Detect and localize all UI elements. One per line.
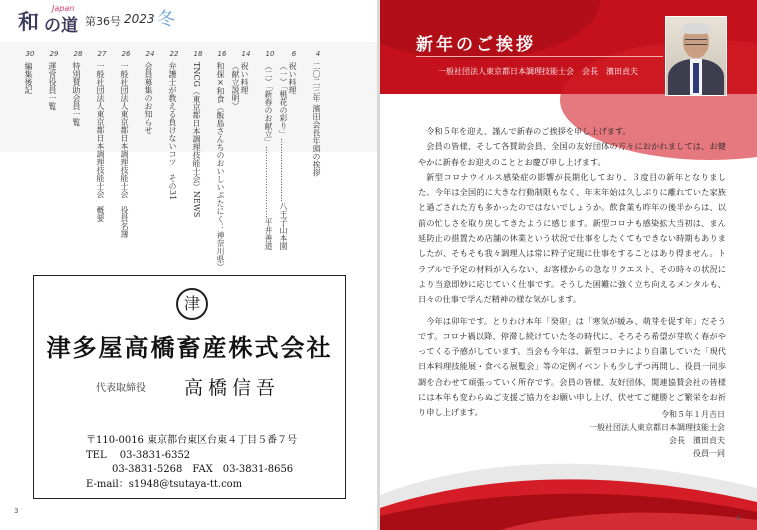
page-number-left: 3 bbox=[14, 507, 19, 515]
toc-page-number: 30 bbox=[25, 50, 35, 58]
toc-page-number: 14 bbox=[241, 50, 251, 58]
toc-page-number: 10 bbox=[265, 50, 275, 58]
toc-entry-text: 祝い料理 bbox=[240, 62, 249, 94]
issue-year: 2023 bbox=[124, 12, 155, 26]
greeting-subtitle: 一般社団法人東京都日本調理技能士会 会長 濱田貞夫 bbox=[438, 67, 638, 76]
ad-representative-name: 高橋信吾 bbox=[184, 377, 281, 399]
company-logo: 津 bbox=[176, 288, 208, 320]
right-page bbox=[380, 0, 757, 530]
ad-tel: TEL 03-3831-6352 bbox=[86, 450, 191, 461]
ad-email: E-mail：s1948@tsutaya-tt.com bbox=[86, 479, 243, 490]
ad-company-name: 津多屋高橋畜産株式会社 bbox=[46, 333, 333, 362]
logo-kanji-michi: の道 bbox=[44, 16, 78, 36]
toc-entry-text: TNCG（東京都日本調理技能士会）NEWS bbox=[192, 62, 201, 218]
paragraph-3: 新型コロナウイルス感染症の影響が長期化しており、３度目の新年となりました。今年は全国的に大きな行動制限もなく、年末年始は久しぶりに離れていた家族と過ごされた方も多かったのではないでしょうか。飲食業も昨年の後半からは、以前の忙しさを取り戻してきたように感じます。新型コロナも感染拡大当初は、まん延防止の措置ため店舗の休業という状況で仕事をしたくてもできない時期もありましたが、そもそも我々調理人は常に粋子定規に仕事をすることはあり得ません。トラブルで予定の材料が入らない、お客様からの急なリクエスト、その時々の状況により当意即妙に応じていく仕事です。そうした困難に強く立ち向えるメンタルも、日々の仕事で学んだ精神の様な気がします。 bbox=[418, 171, 726, 305]
toc-entry-text: 会員募集のお知らせ bbox=[144, 62, 153, 134]
president-photo bbox=[665, 16, 727, 96]
page-number-right: 4 bbox=[736, 514, 741, 522]
toc-entry-text: 弁護士が教える負けないコツ その31 bbox=[168, 62, 177, 201]
logo-small-text: Japan bbox=[52, 4, 75, 13]
sign-date: 令和５年１月吉日 bbox=[661, 410, 725, 419]
toc-entry-text: 祝い料理 bbox=[288, 62, 297, 94]
toc-entry-text: 一般社団法人東京都日本調理技能士会 概要 bbox=[96, 62, 105, 222]
toc-entry-text: 運営役員一覧 bbox=[48, 62, 57, 110]
paragraph-1: 令和５年を迎え、謹んで新春のご挨拶を申し上げます。 bbox=[426, 126, 631, 136]
greeting-body bbox=[418, 124, 726, 421]
ad-tel-fax: 03-3831-5268 FAX 03-3831-8656 bbox=[112, 464, 294, 475]
greeting-title: 新年のご挨拶 bbox=[416, 35, 536, 55]
toc-entry-text: 和探×和食（飯島さんちのおいしいぷたにく：神奈川県） bbox=[216, 62, 225, 271]
issue-season: 冬 bbox=[157, 9, 175, 30]
logo-kanji-wa: 和 bbox=[18, 9, 39, 34]
sign-president: 会長 濱田貞夫 bbox=[669, 436, 725, 445]
toc-page-number: 28 bbox=[73, 50, 83, 58]
toc-entry-text: 編集後記 bbox=[24, 62, 33, 94]
paragraph-4-text: 今年は卯年です。とりわけ本年「癸卯」は「寒気が緩み、萌芽を促す年」だそうです。コロナ禍以降、停滞し続けていた冬の時代に、そろそろ希望が芽吹く春がやってくる予感がしています。当会も今年は、新型コロナにより自粛していた「現代日本料理技能展・食べる展覧会」等の定例イベントも少しずつ再開し、役員一同歩調を合わせて頑張っていく所存です。会員の皆様、友好団体、関連協賛会社の皆様には本年も変わらぬご支援ご協力をお願い申し上げ、伏せてご健勝とご繁栄をお祈り申し上げます。 bbox=[418, 315, 726, 418]
toc-entry-text: （一）「桃花の彩り」……………………八王子山本園 bbox=[279, 62, 288, 250]
toc-page-number: 29 bbox=[49, 50, 59, 58]
toc-page-number: 27 bbox=[97, 50, 107, 58]
paragraph-2: 会員の皆様、そして各賛助会員、全国の友好団体の方々におかれましては、お健やかに新春をお迎えのこととお慶び申し上げます。 bbox=[418, 141, 726, 167]
toc-entry-text: 一般社団法人東京都日本調理技能士会 役員名簿 bbox=[120, 62, 129, 238]
toc-entry-text: 特別賛助会員一覧 bbox=[72, 62, 81, 126]
toc-page-number: 4 bbox=[315, 50, 321, 58]
issue-number: 第36号 bbox=[85, 15, 121, 28]
toc-page-number: 16 bbox=[217, 50, 227, 58]
sign-members: 役員一同 bbox=[693, 449, 725, 458]
paragraph-4 bbox=[418, 314, 726, 421]
ad-address: 〒110-0016 東京都台東区台東４丁目５番７号 bbox=[86, 435, 298, 446]
advertisement bbox=[33, 275, 346, 499]
left-page bbox=[0, 0, 377, 530]
toc-page-number: 6 bbox=[291, 50, 297, 58]
toc-page-number: 22 bbox=[169, 50, 179, 58]
toc-entry-text: （献立説明） bbox=[231, 62, 240, 110]
toc-page-number: 18 bbox=[193, 50, 203, 58]
footer-decoration bbox=[380, 450, 757, 530]
greeting-header bbox=[380, 0, 757, 94]
toc-page-number: 26 bbox=[121, 50, 131, 58]
toc-page-number: 24 bbox=[145, 50, 155, 58]
title-underline bbox=[416, 56, 663, 57]
sign-org: 一般社団法人東京都日本調理技能士会 bbox=[589, 423, 725, 432]
toc-entry-text: （二）「新春のお献立」………………………平井善道 bbox=[264, 62, 273, 250]
ad-role: 代表取締役 bbox=[96, 383, 146, 394]
toc-entry-text: 二〇二三年 濱田会長年頭の挨拶 bbox=[312, 62, 321, 177]
